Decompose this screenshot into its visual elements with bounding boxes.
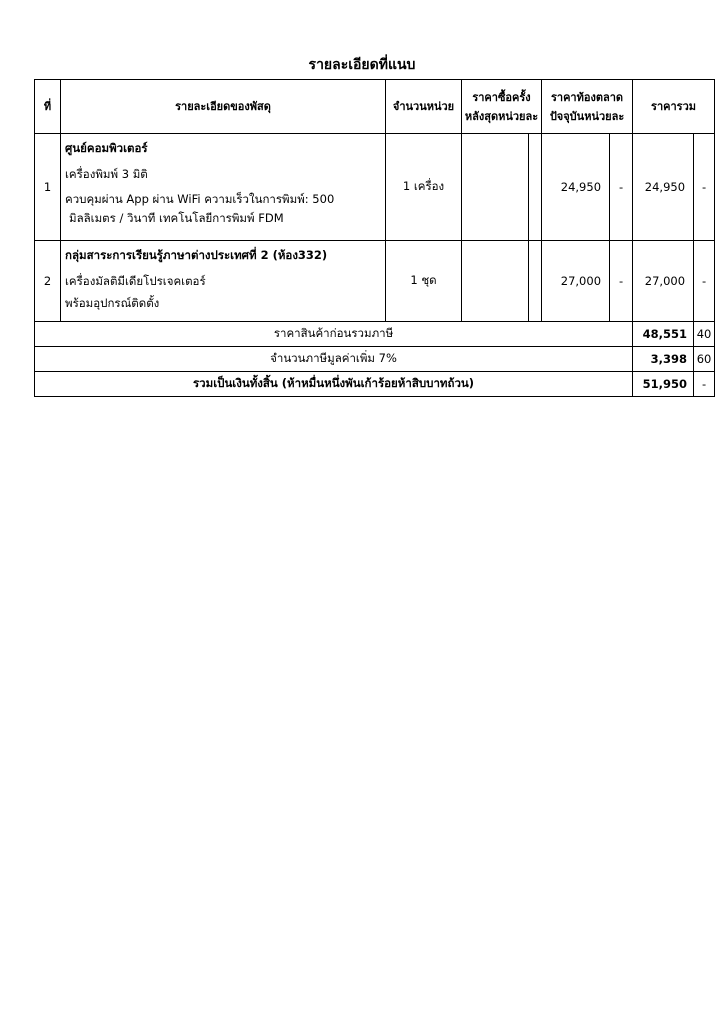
item-last-price (462, 134, 529, 241)
item-detail (65, 190, 381, 228)
vat-value: 3,398 (633, 347, 694, 372)
item-description (61, 241, 386, 322)
header-market-price (542, 80, 633, 134)
header-no: ที่ (35, 80, 61, 134)
grand-total-label: รวมเป็นเงินทั้งสิ้น (ห้าหมื่นหนึ่งพันเก้าร้อยห้าสิบบาทถ้วน) (35, 372, 633, 397)
header-last-price (462, 80, 542, 134)
item-group: กลุ่มสาระการเรียนรู้ภาษาต่างประเทศที่ 2 (ห้อง332) (65, 248, 328, 262)
header-market-price-line1: ราคาท้องตลาด (550, 90, 624, 104)
item-quantity: 1 เครื่อง (386, 134, 462, 241)
item-no: 1 (35, 134, 61, 241)
header-last-price-line2: หลังสุดหน่วยละ (464, 109, 539, 123)
item-last-price (462, 241, 529, 322)
item-total: 24,950 (633, 134, 694, 241)
item-quantity: 1 ชุด (386, 241, 462, 322)
item-total-satang: - (694, 241, 715, 322)
subtotal-value: 48,551 (633, 322, 694, 347)
item-last-price-satang (529, 134, 542, 241)
header-market-price-line2: ปัจจุบันหน่วยละ (549, 109, 625, 123)
item-group: ศูนย์คอมพิวเตอร์ (65, 141, 148, 155)
grand-total-value: 51,950 (633, 372, 694, 397)
item-last-price-satang (529, 241, 542, 322)
item-market-price: 27,000 (542, 241, 610, 322)
document-title: รายละเอียดที่แนบ (308, 57, 416, 73)
header-total: ราคารวม (633, 80, 715, 134)
vat-row (35, 347, 715, 372)
item-total-satang: - (694, 134, 715, 241)
header-last-price-line1: ราคาซื้อครั้ง (472, 90, 531, 104)
item-name: เครื่องมัลติมีเดียโปรเจคเตอร์ (65, 274, 206, 288)
table-header-row (35, 80, 715, 134)
vat-label: จำนวนภาษีมูลค่าเพิ่ม 7% (35, 347, 633, 372)
table-row (35, 134, 715, 241)
item-market-satang: - (610, 134, 633, 241)
subtotal-row (35, 322, 715, 347)
item-no: 2 (35, 241, 61, 322)
item-description (61, 134, 386, 241)
subtotal-label: ราคาสินค้าก่อนรวมภาษี (35, 322, 633, 347)
grand-total-row (35, 372, 715, 397)
table-row (35, 241, 715, 322)
item-detail (65, 294, 381, 313)
header-quantity: จำนวนหน่วย (386, 80, 462, 134)
item-market-price: 24,950 (542, 134, 610, 241)
vat-satang: 60 (694, 347, 715, 372)
grand-total-satang: - (694, 372, 715, 397)
item-total: 27,000 (633, 241, 694, 322)
item-name: เครื่องพิมพ์ 3 มิติ (65, 167, 148, 181)
item-detail-line: ควบคุมผ่าน App ผ่าน WiFi ความเร็วในการพิมพ์: 500 (65, 192, 335, 206)
item-detail-line: พร้อมอุปกรณ์ติดตั้ง (65, 296, 160, 310)
items-table (34, 79, 715, 397)
subtotal-satang: 40 (694, 322, 715, 347)
item-market-satang: - (610, 241, 633, 322)
header-description: รายละเอียดของพัสดุ (61, 80, 386, 134)
item-detail-line: มิลลิเมตร / วินาที เทคโนโลยีการพิมพ์ FDM (69, 211, 284, 225)
